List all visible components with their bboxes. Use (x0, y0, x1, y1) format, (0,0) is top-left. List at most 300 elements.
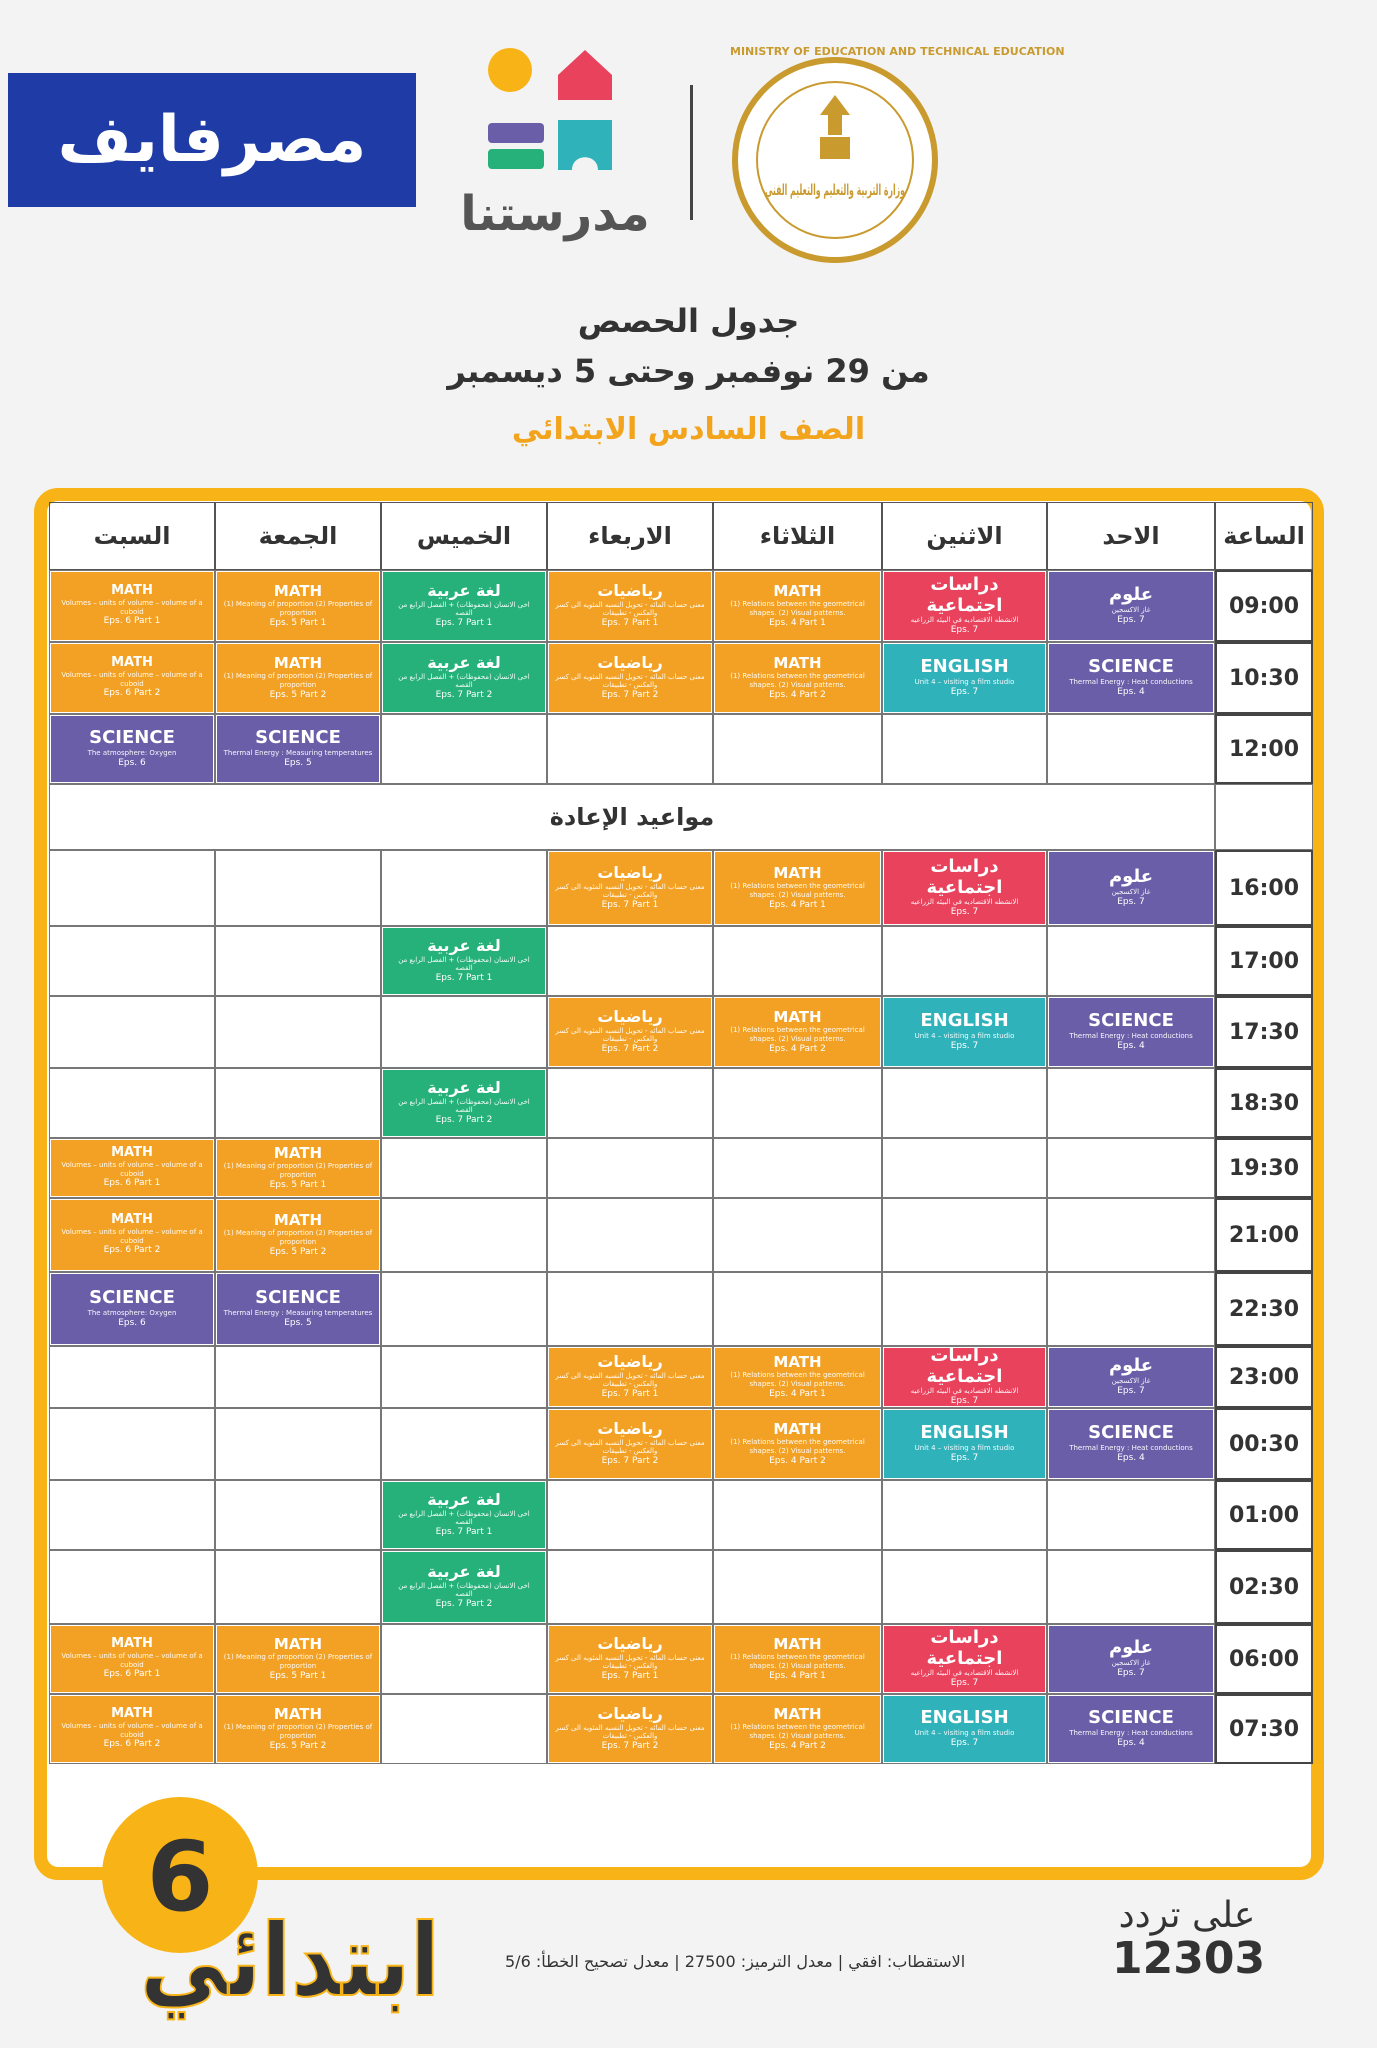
empty-cell (381, 1624, 547, 1694)
empty-cell (547, 714, 713, 784)
class-title: MATH (773, 1419, 822, 1438)
class-card[interactable] (382, 927, 546, 995)
class-card[interactable] (548, 571, 712, 641)
class-card[interactable] (548, 997, 712, 1067)
class-title: لغة عربية (427, 1562, 501, 1582)
empty-cell (381, 714, 547, 784)
class-topic: The atmosphere: Oxygen (87, 1309, 177, 1318)
ministry-seal-ar: وزارة التربية والتعليم والتعليم الفني (765, 181, 905, 199)
empty-cell (882, 1198, 1047, 1272)
class-title: MATH (773, 1704, 822, 1723)
class-card[interactable] (883, 1347, 1046, 1407)
class-title: لغة عربية (427, 936, 501, 956)
class-topic: Unit 4 – visiting a film studio (914, 1032, 1015, 1041)
empty-cell (547, 1480, 713, 1550)
class-title: رياضيات (597, 1007, 663, 1027)
class-episode: Eps. 7 Part 1 (601, 1389, 659, 1400)
class-card[interactable] (714, 1347, 881, 1407)
empty-cell (882, 1138, 1047, 1198)
class-episode: Eps. 4 Part 2 (769, 1043, 826, 1054)
class-episode: Eps. 4 Part 2 (769, 1740, 826, 1751)
masrawy-logo-text: مصرفايف (57, 103, 367, 177)
class-episode: Eps. 6 Part 1 (103, 616, 161, 627)
class-episode: Eps. 7 (1117, 1385, 1145, 1396)
class-title: رياضيات (597, 863, 663, 883)
class-title: رياضيات (597, 1419, 663, 1439)
class-topic: (1) Relations between the geometrical shapes. (2) Visual patterns. (730, 882, 865, 899)
class-topic: (1) Relations between the geometrical shapes. (2) Visual patterns. (730, 672, 865, 689)
class-episode: Eps. 7 (950, 907, 979, 918)
class-card[interactable] (382, 1551, 546, 1623)
class-episode: Eps. 5 Part 1 (269, 617, 327, 628)
class-episode: Eps. 4 Part 1 (769, 617, 826, 628)
class-title: MATH (273, 1704, 323, 1723)
column-header: السبت (49, 502, 215, 570)
class-topic: Volumes – units of volume – volume of a cuboid (61, 1721, 203, 1739)
column-header: الساعة (1215, 502, 1313, 570)
class-card[interactable] (548, 1347, 712, 1407)
class-episode: Eps. 5 (284, 757, 312, 768)
class-topic: غاز الاكسجين (1111, 888, 1151, 897)
class-topic: الانشطه الاقتصاديه في البيئه الزراعيه (910, 898, 1019, 907)
class-topic: الانشطه الاقتصاديه في البيئه الزراعيه (910, 616, 1019, 625)
grade-title: الصف السادس الابتدائي (511, 412, 866, 447)
class-topic: معنى حساب المائه - تحويل النسبه المئويه الى كسر والعكس - تطبيقات (555, 672, 705, 690)
class-title: MATH (111, 1211, 153, 1227)
empty-cell (49, 1068, 215, 1138)
time-slot: 16:00 (1215, 850, 1313, 926)
empty-cell (882, 1480, 1047, 1550)
class-title: SCIENCE (1088, 1707, 1174, 1729)
class-card[interactable] (714, 571, 881, 641)
class-card[interactable] (1048, 851, 1214, 925)
column-header: الاحد (1047, 502, 1215, 570)
class-title: SCIENCE (1088, 1422, 1174, 1444)
class-topic: Volumes – units of volume – volume of a cuboid (61, 1160, 203, 1178)
class-episode: Eps. 6 Part 2 (103, 1739, 161, 1750)
class-topic: (1) Relations between the geometrical shapes. (2) Visual patterns. (730, 1026, 865, 1043)
class-topic: Volumes – units of volume – volume of a cuboid (61, 670, 203, 688)
class-topic: (1) Relations between the geometrical shapes. (2) Visual patterns. (730, 1653, 865, 1670)
schedule-title: جدول الحصص (577, 302, 800, 340)
class-title: لغة عربية (427, 581, 501, 601)
class-card[interactable] (548, 1625, 712, 1693)
time-slot: 18:30 (1215, 1068, 1313, 1138)
class-title: MATH (773, 1007, 822, 1026)
class-episode: Eps. 5 Part 2 (269, 1246, 327, 1257)
class-title: دراسات اجتماعية (926, 1345, 1003, 1387)
class-title: دراسات اجتماعية (926, 856, 1003, 898)
class-topic: معنى حساب المائه - تحويل النسبه المئويه الى كسر والعكس - تطبيقات (555, 1438, 705, 1456)
empty-cell (1047, 1480, 1215, 1550)
class-card[interactable] (714, 1409, 881, 1479)
empty-cell (381, 1138, 547, 1198)
class-episode: Eps. 4 (1117, 1040, 1145, 1051)
class-episode: Eps. 7 (1117, 1667, 1145, 1678)
empty-cell (882, 926, 1047, 996)
class-topic: Unit 4 – visiting a film studio (914, 1729, 1015, 1738)
empty-cell (215, 1068, 381, 1138)
time-slot: 10:30 (1215, 642, 1313, 714)
class-topic: (1) Relations between the geometrical shapes. (2) Visual patterns. (730, 1723, 865, 1740)
time-slot: 02:30 (1215, 1550, 1313, 1624)
class-title: SCIENCE (89, 727, 175, 749)
class-episode: Eps. 4 Part 2 (769, 689, 826, 700)
empty-cell (713, 1198, 882, 1272)
class-title: MATH (773, 581, 822, 600)
class-card[interactable] (883, 997, 1046, 1067)
grade-badge (40, 1790, 484, 2020)
class-episode: Eps. 7 Part 2 (435, 1115, 493, 1126)
class-topic: اخى الانسان (محفوظات) + الفصل الرابع من القصه (398, 600, 530, 618)
class-topic: Thermal Energy : Measuring temperatures (223, 1309, 373, 1318)
class-episode: Eps. 5 Part 1 (269, 1670, 327, 1681)
class-title: MATH (773, 863, 822, 882)
empty-cell (1047, 1550, 1215, 1624)
class-topic: Volumes – units of volume – volume of a cuboid (61, 1227, 203, 1245)
class-topic: (1) Meaning of proportion (2) Properties of proportion (223, 600, 373, 617)
class-card[interactable] (548, 1409, 712, 1479)
class-topic: (1) Meaning of proportion (2) Properties of proportion (223, 1162, 373, 1179)
class-card[interactable] (50, 571, 214, 641)
class-card[interactable] (382, 1481, 546, 1549)
class-card[interactable] (50, 1139, 214, 1197)
empty-cell (49, 850, 215, 926)
empty-cell (381, 996, 547, 1068)
class-card[interactable] (216, 1139, 380, 1197)
class-topic: Unit 4 – visiting a film studio (914, 678, 1015, 687)
empty-cell (215, 926, 381, 996)
class-topic: معنى حساب المائه - تحويل النسبه المئويه الى كسر والعكس - تطبيقات (555, 1371, 705, 1389)
frequency-label: على تردد (1118, 1895, 1256, 1936)
class-title: علوم (1108, 866, 1154, 888)
class-title: MATH (773, 1634, 822, 1653)
class-episode: Eps. 6 Part 2 (103, 688, 161, 699)
class-topic: (1) Relations between the geometrical shapes. (2) Visual patterns. (730, 1371, 865, 1388)
empty-cell (381, 850, 547, 926)
class-title: MATH (111, 654, 153, 670)
empty-cell (49, 1550, 215, 1624)
class-episode: Eps. 7 Part 1 (601, 900, 659, 911)
class-card[interactable] (1048, 1695, 1214, 1763)
class-episode: Eps. 7 Part 1 (435, 973, 493, 984)
class-card[interactable] (714, 1625, 881, 1693)
empty-cell (882, 1068, 1047, 1138)
class-card[interactable] (216, 1273, 380, 1345)
class-title: علوم (1108, 584, 1154, 606)
empty-cell (882, 714, 1047, 784)
class-topic: معنى حساب المائه - تحويل النسبه المئويه الى كسر والعكس - تطبيقات (555, 600, 705, 618)
time-slot: 19:30 (1215, 1138, 1313, 1198)
class-topic: Thermal Energy : Heat conductions (1069, 1729, 1193, 1738)
class-card[interactable] (883, 1625, 1046, 1693)
empty-cell (547, 926, 713, 996)
class-title: MATH (111, 1144, 153, 1160)
class-card[interactable] (50, 1273, 214, 1345)
class-card[interactable] (1048, 1625, 1214, 1693)
time-slot: 23:00 (1215, 1346, 1313, 1408)
empty-cell (547, 1550, 713, 1624)
class-episode: Eps. 4 Part 1 (769, 899, 826, 910)
time-slot: 12:00 (1215, 714, 1313, 784)
empty-cell (215, 850, 381, 926)
empty-cell (1047, 1138, 1215, 1198)
empty-cell (1047, 926, 1215, 996)
empty-cell (381, 1346, 547, 1408)
class-card[interactable] (1048, 1409, 1214, 1479)
class-card[interactable] (50, 643, 214, 713)
time-slot: 17:30 (1215, 996, 1313, 1068)
class-topic: (1) Meaning of proportion (2) Properties of proportion (223, 1723, 373, 1740)
class-card[interactable] (216, 571, 380, 641)
class-topic: معنى حساب المائه - تحويل النسبه المئويه الى كسر والعكس - تطبيقات (555, 1653, 705, 1671)
class-card[interactable] (548, 643, 712, 713)
empty-cell (547, 1198, 713, 1272)
class-episode: Eps. 7 Part 1 (435, 618, 493, 629)
class-episode: Eps. 6 Part 2 (103, 1245, 161, 1256)
empty-cell (713, 1272, 882, 1346)
empty-cell (215, 1550, 381, 1624)
class-card[interactable] (883, 1409, 1046, 1479)
class-episode: Eps. 6 Part 1 (103, 1669, 161, 1680)
class-card[interactable] (382, 643, 546, 713)
class-episode: Eps. 7 (950, 1040, 979, 1051)
class-card[interactable] (1048, 643, 1214, 713)
class-episode: Eps. 4 Part 1 (769, 1388, 826, 1399)
column-header: الاثنين (882, 502, 1047, 570)
class-episode: Eps. 7 (950, 686, 979, 697)
class-topic: غاز الاكسجين (1111, 1659, 1151, 1668)
time-slot: 09:00 (1215, 570, 1313, 642)
class-episode: Eps. 7 Part 2 (601, 1741, 659, 1752)
class-episode: Eps. 7 Part 2 (601, 690, 659, 701)
empty-cell (49, 926, 215, 996)
class-topic: (1) Meaning of proportion (2) Properties of proportion (223, 1653, 373, 1670)
class-episode: Eps. 5 (284, 1317, 312, 1328)
transmission-info: الاستقطاب: افقي | معدل الترميز: 27500 | معدل تصحيح الخطأ: 5/6 (505, 1952, 966, 1971)
class-card[interactable] (216, 1695, 380, 1763)
class-episode: Eps. 7 Part 2 (601, 1044, 659, 1055)
class-card[interactable] (50, 1199, 214, 1271)
class-title: ENGLISH (920, 1422, 1009, 1444)
empty-cell (713, 926, 882, 996)
class-title: SCIENCE (255, 1287, 341, 1309)
class-card[interactable] (382, 1069, 546, 1137)
empty-cell (381, 1198, 547, 1272)
time-slot: 21:00 (1215, 1198, 1313, 1272)
empty-cell (215, 1480, 381, 1550)
class-card[interactable] (50, 1695, 214, 1763)
column-header: الثلاثاء (713, 502, 882, 570)
empty-cell (1215, 784, 1313, 850)
class-episode: Eps. 7 (1117, 614, 1145, 625)
class-card[interactable] (548, 851, 712, 925)
class-episode: Eps. 4 (1117, 1737, 1145, 1748)
empty-cell (49, 1480, 215, 1550)
class-card[interactable] (714, 997, 881, 1067)
class-title: MATH (273, 1634, 323, 1653)
empty-cell (1047, 714, 1215, 784)
class-episode: Eps. 7 Part 2 (435, 690, 493, 701)
class-title: لغة عربية (427, 1078, 501, 1098)
class-topic: (1) Meaning of proportion (2) Properties of proportion (223, 1229, 373, 1246)
empty-cell (381, 1408, 547, 1480)
time-slot: 17:00 (1215, 926, 1313, 996)
grade-badge-number: 6 (146, 1821, 214, 1933)
class-title: ENGLISH (920, 1010, 1009, 1032)
class-topic: الانشطه الاقتصاديه في البيئه الزراعيه (910, 1387, 1019, 1396)
class-topic: اخى الانسان (محفوظات) + الفصل الرابع من القصه (398, 955, 530, 973)
column-header: الجمعة (215, 502, 381, 570)
madrasetna-logo-text: مدرستنا (460, 186, 650, 242)
class-topic: اخى الانسان (محفوظات) + الفصل الرابع من القصه (398, 1509, 530, 1527)
class-episode: Eps. 7 Part 2 (435, 1599, 493, 1610)
class-title: علوم (1108, 1637, 1154, 1659)
empty-cell (547, 1068, 713, 1138)
class-title: MATH (273, 1143, 323, 1162)
class-episode: Eps. 6 (118, 757, 146, 768)
class-card[interactable] (883, 643, 1046, 713)
reruns-banner: مواعيد الإعادة (49, 784, 1215, 850)
class-episode: Eps. 4 Part 2 (769, 1455, 826, 1466)
class-topic: The atmosphere: Oxygen (87, 749, 177, 758)
class-episode: Eps. 7 (950, 1396, 979, 1407)
class-title: SCIENCE (1088, 1010, 1174, 1032)
empty-cell (49, 996, 215, 1068)
class-title: رياضيات (597, 1352, 663, 1372)
class-topic: معنى حساب المائه - تحويل النسبه المئويه الى كسر والعكس - تطبيقات (555, 882, 705, 900)
class-topic: معنى حساب المائه - تحويل النسبه المئويه الى كسر والعكس - تطبيقات (555, 1723, 705, 1741)
class-topic: (1) Meaning of proportion (2) Properties of proportion (223, 672, 373, 689)
class-title: ENGLISH (920, 1707, 1009, 1729)
class-title: SCIENCE (89, 1287, 175, 1309)
class-episode: Eps. 4 (1117, 1452, 1145, 1463)
class-title: MATH (111, 1705, 153, 1721)
class-title: MATH (273, 653, 323, 672)
class-topic: اخى الانسان (محفوظات) + الفصل الرابع من القصه (398, 672, 530, 690)
class-card[interactable] (714, 1695, 881, 1763)
class-topic: (1) Relations between the geometrical shapes. (2) Visual patterns. (730, 600, 865, 617)
empty-cell (215, 1346, 381, 1408)
class-topic: Thermal Energy : Heat conductions (1069, 678, 1193, 687)
class-topic: (1) Relations between the geometrical shapes. (2) Visual patterns. (730, 1438, 865, 1455)
class-topic: Volumes – units of volume – volume of a cuboid (61, 1651, 203, 1669)
ministry-seal-en: MINISTRY OF EDUCATION AND TECHNICAL EDUCATION (730, 45, 1065, 58)
empty-cell (713, 1138, 882, 1198)
empty-cell (1047, 1272, 1215, 1346)
class-card[interactable] (50, 715, 214, 783)
class-card[interactable] (883, 1695, 1046, 1763)
class-card[interactable] (216, 643, 380, 713)
class-card[interactable] (1048, 571, 1214, 641)
class-episode: Eps. 7 (950, 1678, 979, 1689)
frequency-value: 12303 (1112, 1933, 1266, 1984)
empty-cell (215, 1408, 381, 1480)
class-episode: Eps. 5 Part 1 (269, 1179, 327, 1190)
class-episode: Eps. 7 Part 2 (601, 1456, 659, 1467)
class-title: رياضيات (597, 581, 663, 601)
class-episode: Eps. 7 (950, 1737, 979, 1748)
column-header: الخميس (381, 502, 547, 570)
empty-cell (713, 714, 882, 784)
empty-cell (882, 1550, 1047, 1624)
class-card[interactable] (216, 715, 380, 783)
class-episode: Eps. 7 (950, 625, 979, 636)
class-topic: الانشطه الاقتصاديه في البيئه الزراعيه (910, 1669, 1019, 1678)
class-topic: Thermal Energy : Measuring temperatures (223, 749, 373, 758)
class-title: لغة عربية (427, 1490, 501, 1510)
class-title: MATH (111, 1635, 153, 1651)
class-card[interactable] (1048, 1347, 1214, 1407)
empty-cell (215, 996, 381, 1068)
class-title: ENGLISH (920, 656, 1009, 678)
class-card[interactable] (883, 571, 1046, 641)
class-title: SCIENCE (255, 727, 341, 749)
class-topic: معنى حساب المائه - تحويل النسبه المئويه الى كسر والعكس - تطبيقات (555, 1026, 705, 1044)
time-slot: 01:00 (1215, 1480, 1313, 1550)
class-card[interactable] (714, 851, 881, 925)
class-card[interactable] (1048, 997, 1214, 1067)
class-episode: Eps. 7 (950, 1452, 979, 1463)
grade-badge-text: ابتدائي (140, 1902, 484, 2019)
class-title: رياضيات (597, 1704, 663, 1724)
class-episode: Eps. 6 (118, 1317, 146, 1328)
class-episode: Eps. 4 (1117, 686, 1145, 697)
class-topic: اخى الانسان (محفوظات) + الفصل الرابع من القصه (398, 1581, 530, 1599)
class-title: رياضيات (597, 653, 663, 673)
class-title: MATH (273, 581, 323, 600)
class-card[interactable] (714, 643, 881, 713)
class-topic: غاز الاكسجين (1111, 1377, 1151, 1386)
class-episode: Eps. 5 Part 2 (269, 689, 327, 700)
time-slot: 22:30 (1215, 1272, 1313, 1346)
empty-cell (381, 1272, 547, 1346)
empty-cell (713, 1068, 882, 1138)
empty-cell (49, 1346, 215, 1408)
class-title: رياضيات (597, 1634, 663, 1654)
class-episode: Eps. 7 Part 1 (601, 1671, 659, 1682)
empty-cell (713, 1550, 882, 1624)
column-header: الاربعاء (547, 502, 713, 570)
class-title: علوم (1108, 1355, 1154, 1377)
class-card[interactable] (382, 571, 546, 641)
class-card[interactable] (216, 1199, 380, 1271)
class-title: MATH (273, 1210, 323, 1229)
class-episode: Eps. 7 Part 1 (435, 1527, 493, 1538)
class-card[interactable] (883, 851, 1046, 925)
class-title: دراسات اجتماعية (926, 574, 1003, 616)
class-topic: Thermal Energy : Heat conductions (1069, 1032, 1193, 1041)
class-title: SCIENCE (1088, 656, 1174, 678)
class-topic: Volumes – units of volume – volume of a cuboid (61, 598, 203, 616)
class-title: لغة عربية (427, 653, 501, 673)
class-episode: Eps. 7 Part 1 (601, 618, 659, 629)
class-card[interactable] (50, 1625, 214, 1693)
class-title: MATH (773, 653, 822, 672)
empty-cell (1047, 1198, 1215, 1272)
empty-cell (1047, 1068, 1215, 1138)
class-episode: Eps. 4 Part 1 (769, 1670, 826, 1681)
schedule-date-range: من 29 نوفمبر وحتى 5 ديسمبر (447, 352, 930, 390)
class-card[interactable] (216, 1625, 380, 1693)
class-card[interactable] (548, 1695, 712, 1763)
empty-cell (713, 1480, 882, 1550)
empty-cell (882, 1272, 1047, 1346)
class-episode: Eps. 5 Part 2 (269, 1740, 327, 1751)
class-title: MATH (773, 1352, 822, 1371)
empty-cell (547, 1272, 713, 1346)
class-topic: Unit 4 – visiting a film studio (914, 1444, 1015, 1453)
